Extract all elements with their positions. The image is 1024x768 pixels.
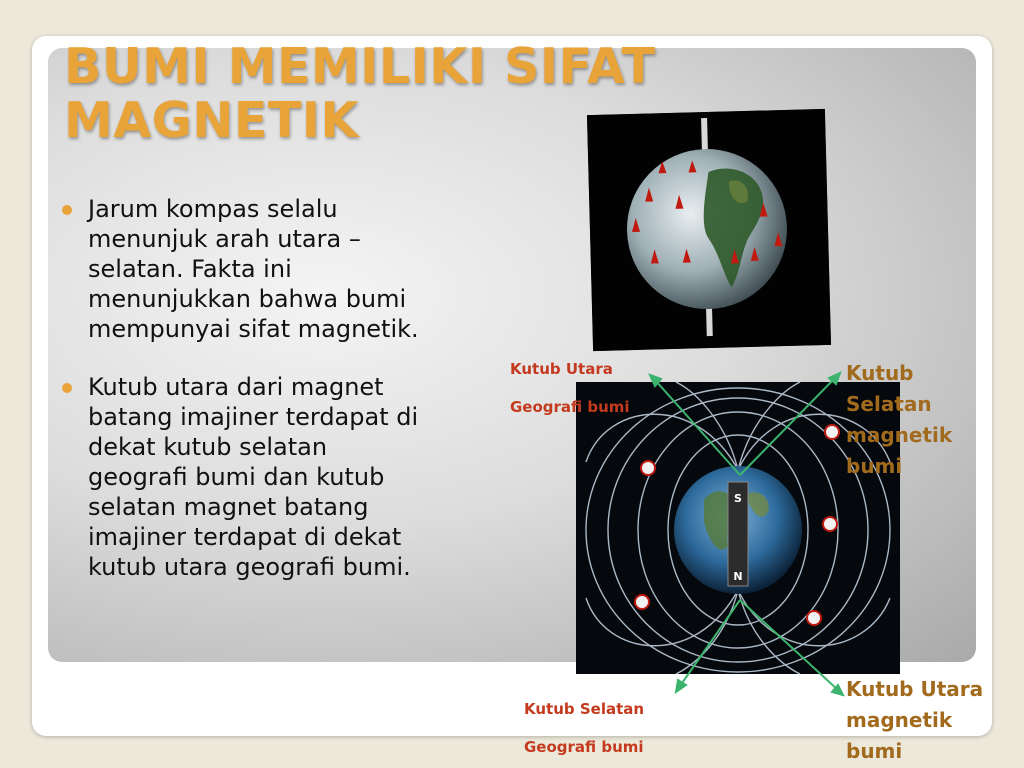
label-line: Geografi bumi xyxy=(524,738,644,756)
bullet-text-line: Kutub utara dari magnet xyxy=(88,373,384,401)
bullet-text-line: batang imajiner terdapat di xyxy=(88,403,419,431)
bullet-text-line: kutub utara geografi bumi. xyxy=(88,553,411,581)
label-line: Geografi bumi xyxy=(510,398,630,416)
label-line: magnetik xyxy=(846,423,953,447)
label-magnetic-north xyxy=(846,674,983,767)
magnet-pole-n: N xyxy=(733,570,743,583)
label-line: Selatan xyxy=(846,392,932,416)
bullet-text-line: Jarum kompas selalu xyxy=(88,195,338,223)
label-line: bumi xyxy=(846,454,903,478)
label-line: Kutub xyxy=(846,361,914,385)
arrow-geographic-south xyxy=(680,600,740,686)
title-line-1: BUMI MEMILIKI SIFAT xyxy=(64,38,656,95)
bullet-text-line: menunjukkan bahwa bumi xyxy=(88,285,407,313)
label-line: magnetik xyxy=(846,708,953,732)
label-line: bumi xyxy=(846,739,903,763)
label-magnetic-south xyxy=(846,358,952,482)
arrow-magnetic-south xyxy=(740,378,835,475)
bullet-text-line: selatan. Fakta ini xyxy=(88,255,292,283)
bullet-text-line: mempunyai sifat magnetik. xyxy=(88,315,419,343)
label-line: Kutub Utara xyxy=(510,360,613,378)
label-geographic-north xyxy=(510,350,630,426)
bullet-text-line: imajiner terdapat di dekat xyxy=(88,523,402,551)
bullet-text-line: menunjuk arah utara – xyxy=(88,225,361,253)
title-line-2: MAGNETIK xyxy=(64,92,360,149)
magnet-pole-s: S xyxy=(734,492,742,505)
bullet-text-line: dekat kutub selatan xyxy=(88,433,328,461)
bullet-text-line: geografi bumi dan kutub xyxy=(88,463,385,491)
label-line: Kutub Utara xyxy=(846,677,984,701)
label-line: Kutub Selatan xyxy=(524,700,645,718)
arrow-magnetic-north xyxy=(740,600,838,690)
bullet-text-line: selatan magnet batang xyxy=(88,493,369,521)
label-geographic-south xyxy=(524,690,644,766)
arrow-geographic-north xyxy=(655,380,740,475)
